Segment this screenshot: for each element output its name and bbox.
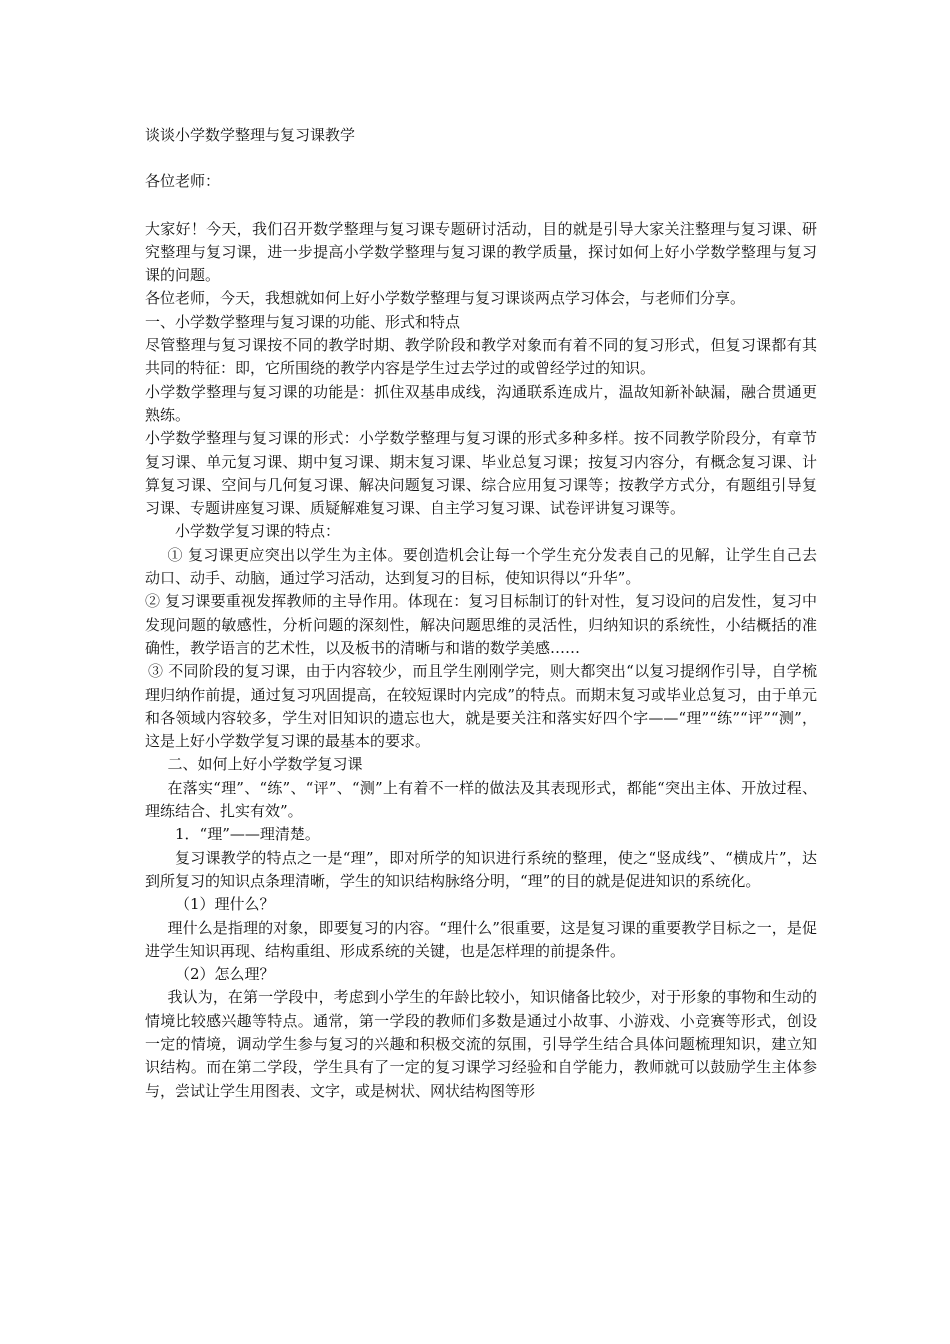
subheading-characteristics: 小学数学复习课的特点：	[175, 522, 341, 541]
paragraph-greeting: 大家好！今天，我们召开数学整理与复习课专题研讨活动，目的就是引导大家关注整理与复习课、研究整理与复习课，进一步提高小学数学整理与复习课的教学质量，探讨如何上好小学数学整理与复习课的问题。	[145, 219, 817, 285]
section-heading-2: 二、如何上好小学数学复习课	[167, 755, 363, 774]
document-title: 谈谈小学数学整理与复习课教学	[145, 126, 356, 144]
paragraph-point-3: ③ 不同阶段的复习课，由于内容较少，而且学生刚刚学完，则大都突出“以复习提纲作引导，自学梳理归纳作前提，通过复习巩固提高，在较短课时内完成”的特点。而期末复习或毕业总复习，由于单元和各领域内容较多，学生对旧知识的遗忘也大，就是要关注和落实好四个字——“理”“练”“评”“测”，这是上好小学数学复习课的最基本的要求。	[145, 662, 817, 751]
paragraph-point-2: ② 复习课要重视发挥教师的主导作用。体现在：复习目标制订的针对性，复习设问的启发性，复习中发现问题的敏感性，分析问题的深刻性，解决问题思维的灵活性，归纳知识的系统性，小结概括的准确性，教学语言的艺术性，以及板书的清晰与和谐的数学美感……	[145, 592, 817, 657]
paragraph-implementation: 在落实“理”、“练”、“评”、“测”上有着不一样的做法及其表现形式，都能“突出主体、开放过程、理练结合、扎实有效”。	[145, 778, 817, 821]
paragraph-what: 理什么是指理的对象，即要复习的内容。“理什么”很重要，这是复习课的重要教学目标之一，是促进学生知识再现、结构重组、形成系统的关键，也是怎样理的前提条件。	[145, 918, 817, 960]
paragraph-features: 尽管整理与复习课按不同的教学时期、教学阶段和教学对象而有着不同的复习形式，但复习课都有其共同的特征：即，它所围绕的教学内容是学生过去学过的或曾经学过的知识。	[145, 336, 817, 378]
document-page	[145, 124, 817, 1103]
paragraph-how: 我认为，在第一学段中，考虑到小学生的年龄比较小，知识储备比较少，对于形象的事物和生动的情境比较感兴趣等特点。通常，第一学段的教师们多数是通过小故事、小游戏、小竞赛等形式，创设一定的情境，调动学生参与复习的兴趣和积极交流的氛围，引导学生结合具体问题梳理知识，建立知识结构。而在第二学段，学生具有了一定的复习课学习经验和自学能力，教师就可以鼓励学生主体参与，尝试让学生用图表、文字，或是树状、网状结构图等形	[145, 988, 817, 1100]
paragraph-function: 小学数学整理与复习课的功能是：抓住双基串成线，沟通联系连成片，温故知新补缺漏，融合贯通更熟练。	[145, 382, 817, 424]
section-heading-1: 一、小学数学整理与复习课的功能、形式和特点	[145, 312, 461, 331]
paragraph-forms: 小学数学整理与复习课的形式：小学数学整理与复习课的形式多种多样。按不同教学阶段分，有章节复习课、单元复习课、期中复习课、期末复习课、毕业总复习课；按复习内容分，有概念复习课、计算复习课、空间与几何复习课、解决问题复习课、综合应用复习课等；按教学方式分，有题组引导复习课、专题讲座复习课、质疑解难复习课、自主学习复习课、试卷评讲复习课等。	[145, 429, 817, 518]
subheading-what: （1）理什么？	[175, 895, 275, 914]
paragraph-intro: 各位老师，今天，我想就如何上好小学数学整理与复习课谈两点学习体会，与老师们分享。	[145, 289, 746, 308]
subheading-how: （2）怎么理？	[175, 965, 275, 984]
paragraph-point-1: ① 复习课更应突出以学生为主体。要创造机会让每一个学生充分发表自己的见解，让学生自己去动口、动手、动脑，通过学习活动，达到复习的目标，使知识得以“升华”。	[145, 545, 817, 588]
salutation: 各位老师：	[145, 172, 221, 191]
subheading-li-clear: 1．“理”——理清楚。	[175, 825, 320, 844]
paragraph-li-explanation: 复习课教学的特点之一是“理”，即对所学的知识进行系统的整理，使之“竖成线”、“横成片”，达到所复习的知识点条理清晰，学生的知识结构脉络分明，“理”的目的就是促进知识的系统化。	[145, 848, 817, 890]
